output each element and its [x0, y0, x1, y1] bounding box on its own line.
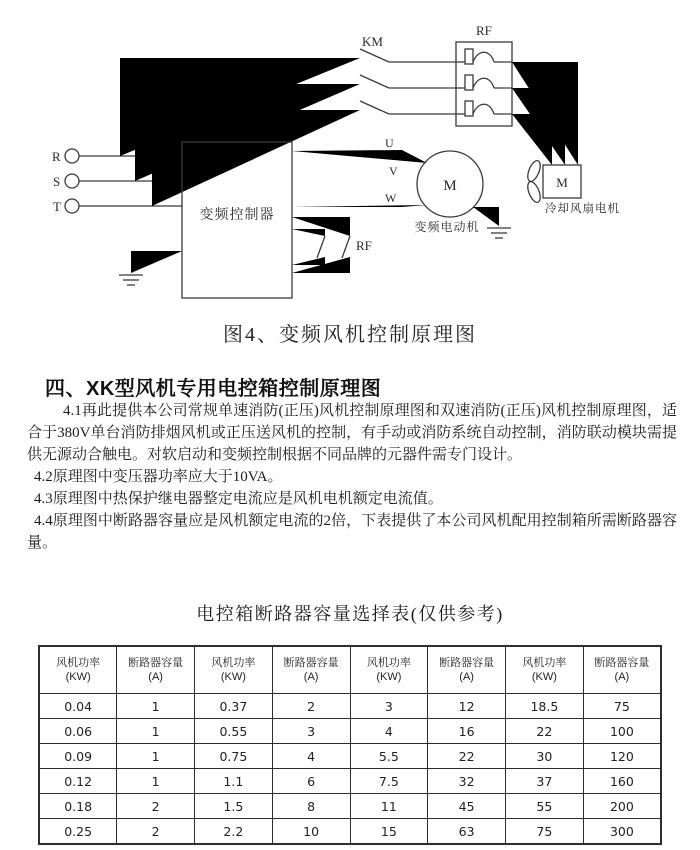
table-cell: 120	[583, 744, 661, 769]
table-cell: 4	[350, 719, 428, 744]
table-cell: 1.5	[195, 794, 273, 819]
table-cell: 3	[272, 719, 350, 744]
table-cell: 32	[428, 769, 506, 794]
paragraph-4-2: 4.2原理图中变压器功率应大于10VA。	[34, 469, 283, 485]
table-cell: 55	[506, 794, 584, 819]
table-cell: 0.75	[195, 744, 273, 769]
table-cell: 7.5	[350, 769, 428, 794]
heater-element	[457, 75, 512, 90]
table-cell: 45	[428, 794, 506, 819]
table-row	[39, 744, 661, 769]
table-cell: 12	[428, 694, 506, 719]
table-header-cell: 风机功率 (KW)	[350, 646, 428, 694]
inverter-label: 变频控制器	[199, 208, 275, 223]
table-cell: 11	[350, 794, 428, 819]
table-cell: 75	[506, 819, 584, 845]
section-heading: 四、XK型风机专用电控箱控制原理图	[45, 378, 382, 400]
table-cell: 0.06	[39, 719, 117, 744]
table-cell: 22	[506, 719, 584, 744]
fan-blade-icon	[525, 180, 543, 204]
km-contactor	[360, 34, 457, 114]
table-row	[39, 769, 661, 794]
table-cell: 75	[583, 694, 661, 719]
table-cell: 0.09	[39, 744, 117, 769]
table-cell: 15	[350, 819, 428, 845]
main-motor-m: M	[443, 178, 457, 194]
inverter-fan-control-schematic	[0, 0, 700, 312]
table-row	[39, 794, 661, 819]
heater-element	[457, 49, 512, 64]
table-cell: 1.1	[195, 769, 273, 794]
paragraph-4-4: 4.4原理图中断路器容量应是风机额定电流的2倍，下表提供了本公司风机配用控制箱所需断路器容量。	[27, 513, 677, 551]
table-header-cell: 断路器容量 (A)	[117, 646, 195, 694]
table-cell: 6	[272, 769, 350, 794]
main-motor	[414, 151, 483, 234]
table-row	[39, 694, 661, 719]
table-cell: 2	[272, 694, 350, 719]
terminal-r-label: R	[52, 149, 61, 164]
phase-u-label: U	[385, 136, 394, 150]
rf-aux-label: RF	[356, 238, 372, 253]
table-cell: 2	[117, 819, 195, 845]
table-cell: 18.5	[506, 694, 584, 719]
table-cell: 0.25	[39, 819, 117, 845]
table-header-cell: 断路器容量 (A)	[428, 646, 506, 694]
table-cell: 300	[583, 819, 661, 845]
rf-aux-contact	[292, 217, 372, 273]
table-cell: 0.37	[195, 694, 273, 719]
table-header-cell: 风机功率 (KW)	[39, 646, 117, 694]
heater-element	[457, 101, 512, 116]
phase-w-label: W	[385, 191, 397, 205]
table-cell: 3	[350, 694, 428, 719]
breaker-capacity-table	[38, 645, 662, 845]
fan-blade-icon	[525, 159, 543, 183]
output-wires	[292, 136, 427, 207]
table-row	[39, 819, 661, 845]
table-cell: 63	[428, 819, 506, 845]
table-cell: 5.5	[350, 744, 428, 769]
table-cell: 0.12	[39, 769, 117, 794]
table-cell: 2.2	[195, 819, 273, 845]
table-cell: 200	[583, 794, 661, 819]
table-cell: 4	[272, 744, 350, 769]
table-cell: 0.04	[39, 694, 117, 719]
table-cell: 8	[272, 794, 350, 819]
fan-motor-caption: 冷却风扇电机	[545, 203, 620, 215]
inverter-ground-symbol	[119, 251, 182, 285]
table-cell: 22	[428, 744, 506, 769]
rf-thermal-relay	[456, 23, 512, 126]
table-row	[39, 719, 661, 744]
paragraph-4-1: 4.1再此提供本公司常规单速消防(正压)风机控制原理图和双速消防(正压)风机控制原理图，适合于380V单台消防排烟风机或正压送风机的控制，有手动或消防系统自动控制，消防联动模块需提供无源动合触电。对软启动和变频控制根据不同品牌的元器件需专门设计。	[27, 403, 677, 463]
breaker-table-head-row	[39, 646, 661, 694]
table-header-cell: 断路器容量 (A)	[272, 646, 350, 694]
branch-wires	[120, 58, 360, 206]
table-cell: 1	[117, 744, 195, 769]
rf-relay-label: RF	[476, 23, 492, 38]
section-body	[27, 400, 677, 554]
km-label: KM	[362, 34, 383, 49]
terminal-t-label: T	[53, 199, 61, 214]
table-cell: 37	[506, 769, 584, 794]
table-cell: 2	[117, 794, 195, 819]
table-header-cell: 风机功率 (KW)	[195, 646, 273, 694]
table-cell: 0.18	[39, 794, 117, 819]
fan-feed-wires	[512, 62, 578, 165]
table-cell: 30	[506, 744, 584, 769]
table-cell: 1	[117, 694, 195, 719]
table-cell: 0.55	[195, 719, 273, 744]
main-motor-caption: 变频电动机	[414, 220, 480, 234]
table-cell: 1	[117, 719, 195, 744]
figure-caption: 图4、变频风机控制原理图	[223, 324, 477, 346]
terminal-s-label: S	[53, 174, 61, 189]
table-cell: 160	[583, 769, 661, 794]
table-header-cell: 风机功率 (KW)	[506, 646, 584, 694]
fan-motor-m: M	[556, 175, 568, 190]
table-cell: 100	[583, 719, 661, 744]
table-cell: 16	[428, 719, 506, 744]
paragraph-4-3: 4.3原理图中热保护继电器整定电流应是风机电机额定电流值。	[34, 491, 443, 507]
table-header-cell: 断路器容量 (A)	[583, 646, 661, 694]
phase-v-label: V	[389, 164, 398, 178]
cooling-fan-motor	[525, 159, 620, 215]
table-cell: 1	[117, 769, 195, 794]
table-title: 电控箱断路器容量选择表(仅供参考)	[196, 604, 504, 624]
table-cell: 10	[272, 819, 350, 845]
